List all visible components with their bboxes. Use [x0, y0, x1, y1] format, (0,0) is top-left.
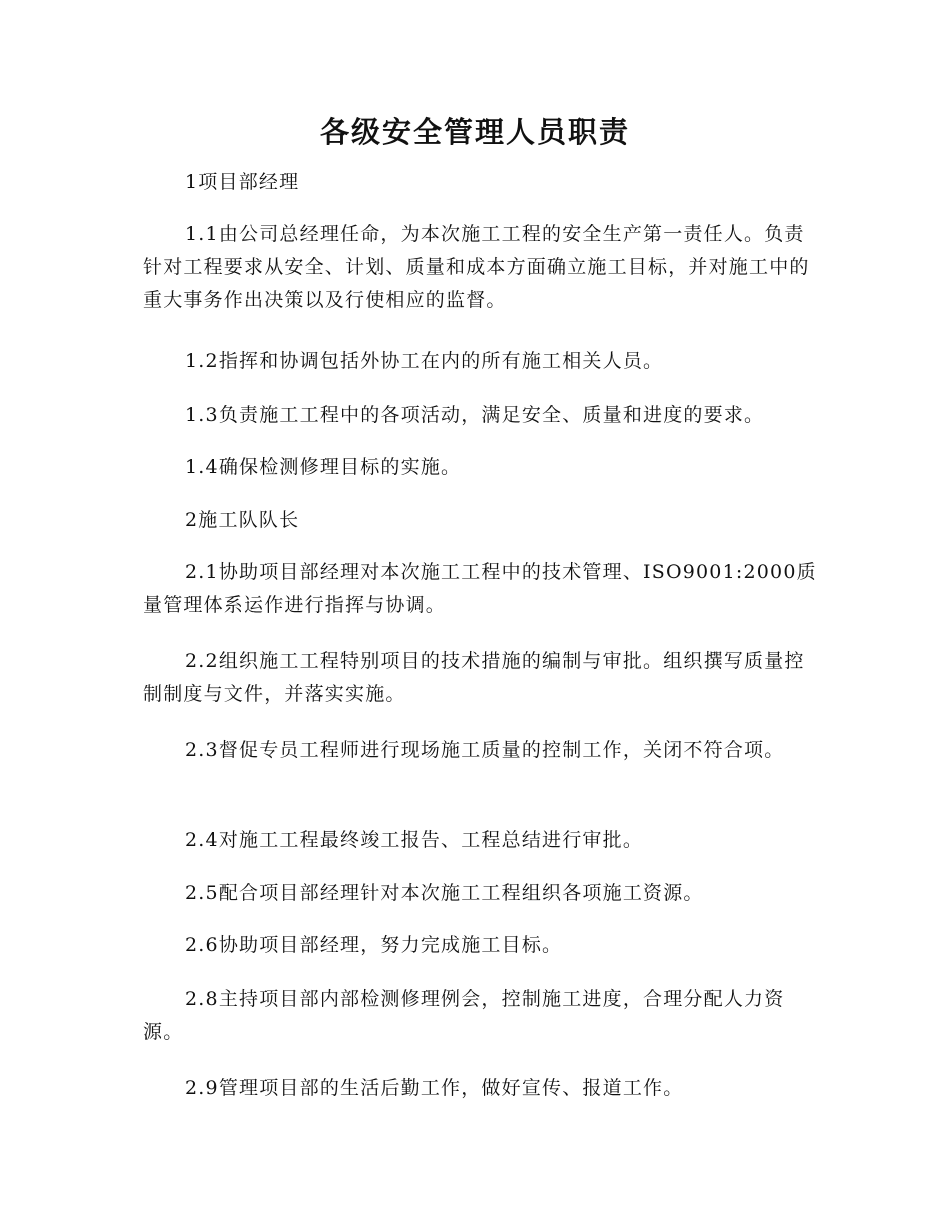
paragraph: 2.8主持项目部内部检测修理例会，控制施工进度，合理分配人力资源。: [143, 988, 785, 1043]
paragraph: 2.1协助项目部经理对本次施工工程中的技术管理、ISO9001:2000质量管理体系运作进行指挥与协调。: [143, 561, 817, 616]
section-heading: 2施工队队长: [185, 509, 300, 531]
paragraph: 1.3负责施工工程中的各项活动，满足安全、质量和进度的要求。: [185, 404, 765, 426]
paragraph: 1.2指挥和协调包括外协工在内的所有施工相关人员。: [185, 350, 664, 372]
paragraph: 1.1由公司总经理任命，为本次施工工程的安全生产第一责任人。负责针对工程要求从安全、计划、质量和成本方面确立施工目标，并对施工中的重大事务作出决策以及行使相应的监督。: [143, 223, 810, 311]
paragraph: 2.3督促专员工程师进行现场施工质量的控制工作，关闭不符合项。: [185, 739, 785, 761]
section-heading: 1项目部经理: [185, 171, 300, 193]
paragraph: 2.5配合项目部经理针对本次施工工程组织各项施工资源。: [185, 882, 704, 904]
paragraph: 2.6协助项目部经理，努力完成施工目标。: [185, 934, 563, 956]
paragraph: 2.2组织施工工程特别项目的技术措施的编制与审批。组织撰写质量控制制度与文件，并落实实施。: [143, 650, 805, 705]
paragraph: 2.9管理项目部的生活后勤工作，做好宣传、报道工作。: [185, 1077, 684, 1099]
paragraph: 1.4确保检测修理目标的实施。: [185, 456, 462, 478]
paragraph: 2.4对施工工程最终竣工报告、工程总结进行审批。: [185, 829, 644, 851]
document-title: 各级安全管理人员职责: [319, 115, 630, 149]
